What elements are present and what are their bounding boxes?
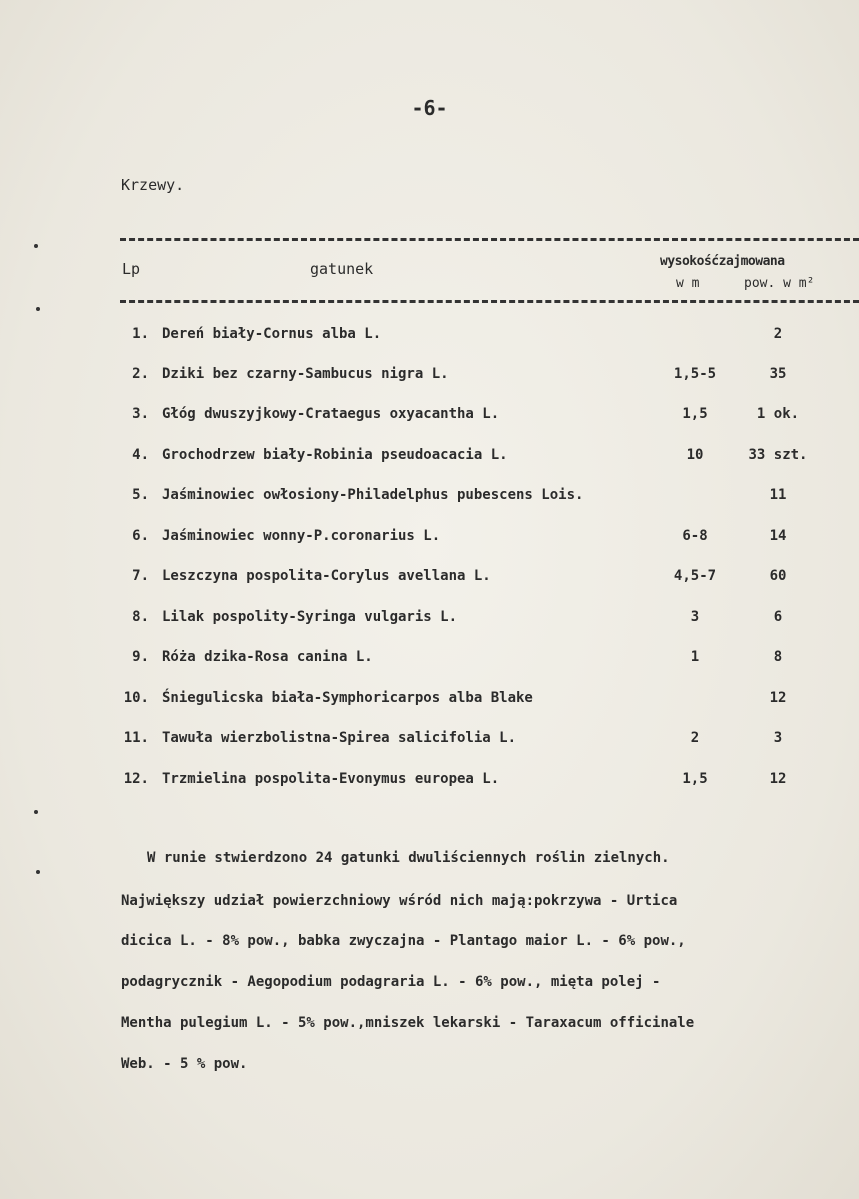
table-row [0,568,859,592]
table-row [0,447,859,471]
paragraph-line: W runie stwierdzono 24 gatunki dwuliściennych roślin zielnych. [147,850,670,866]
row-species: Dereń biały-Cornus alba L. [162,326,382,342]
margin-mark [34,810,38,814]
row-area: 35 [769,366,787,382]
paragraph-line: Największy udział powierzchniowy wśród nich mają:pokrzywa - Urtica [121,893,678,909]
row-height: 1,5 [682,406,708,422]
header-gatunek: gatunek [310,260,374,278]
row-number: 6. [132,528,149,544]
row-height: 2 [690,730,700,746]
row-height: 1,5-5 [673,366,717,382]
table-row [0,326,859,350]
row-area: 2 [773,326,783,342]
row-height: 4,5-7 [673,568,717,584]
row-number: 5. [132,487,149,503]
paragraph-line: podagrycznik - Aegopodium podagraria L. - 6% pow., mięta polej - [121,974,661,990]
margin-mark [34,244,38,248]
row-species: Lilak pospolity-Syringa vulgaris L. [162,609,458,625]
header-lp: Lp [122,260,141,278]
table-row [0,771,859,795]
table-row [0,406,859,430]
row-number: 2. [132,366,149,382]
row-species: Dziki bez czarny-Sambucus nigra L. [162,366,449,382]
row-species: Grochodrzew biały-Robinia pseudoacacia L. [162,447,508,463]
row-area: 3 [773,730,783,746]
table-row [0,487,859,511]
table-top-rule [120,238,859,241]
header-wysokosc: wysokość [660,254,719,269]
row-species: Śniegulicska biała-Symphoricarpos alba Blake [162,690,533,706]
table-row [0,649,859,673]
row-height: 6-8 [682,528,708,544]
row-number: 11. [123,730,149,746]
header-w-m: w m [676,276,700,291]
row-area: 1 ok. [756,406,800,422]
table-row [0,366,859,390]
row-number: 8. [132,609,149,625]
row-height: 1 [690,649,700,665]
row-area: 12 [769,771,787,787]
header-zajmowana: zajmowana [718,254,785,269]
row-number: 12. [123,771,149,787]
row-area: 6 [773,609,783,625]
paragraph-line: dicica L. - 8% pow., babka zwyczajna - Plantago maior L. - 6% pow., [121,933,686,949]
margin-mark [36,307,40,311]
row-species: Trzmielina pospolita-Evonymus europea L. [162,771,500,787]
row-area: 8 [773,649,783,665]
table-row [0,690,859,714]
row-number: 9. [132,649,149,665]
row-species: Tawuła wierzbolistna-Spirea salicifolia L. [162,730,517,746]
row-species: Leszczyna pospolita-Corylus avellana L. [162,568,491,584]
row-number: 10. [123,690,149,706]
row-height: 10 [686,447,704,463]
table-row [0,528,859,552]
row-number: 7. [132,568,149,584]
table-row [0,609,859,633]
row-height: 1,5 [682,771,708,787]
row-area: 33 szt. [748,447,808,463]
row-area: 14 [769,528,787,544]
paragraph-line: Web. - 5 % pow. [121,1056,248,1072]
row-height: 3 [690,609,700,625]
row-number: 1. [132,326,149,342]
row-area: 11 [769,487,787,503]
header-pow-w-m2: pow. w m² [744,276,815,291]
row-species: Głóg dwuszyjkowy-Crataegus oxyacantha L. [162,406,500,422]
header-wysokosc-zajmowana [660,254,785,269]
row-species: Róża dzika-Rosa canina L. [162,649,373,665]
page-number: -6- [411,96,448,120]
row-number: 4. [132,447,149,463]
table-row [0,730,859,754]
margin-mark [36,870,40,874]
row-number: 3. [132,406,149,422]
row-species: Jaśminowiec wonny-P.coronarius L. [162,528,441,544]
paragraph-line: Mentha pulegium L. - 5% pow.,mniszek lekarski - Taraxacum officinale [121,1015,695,1031]
table-header-rule [120,300,859,303]
row-area: 12 [769,690,787,706]
row-species: Jaśminowiec owłosiony-Philadelphus pubescens Lois. [162,487,584,503]
row-area: 60 [769,568,787,584]
section-title: Krzewy. [121,176,185,194]
